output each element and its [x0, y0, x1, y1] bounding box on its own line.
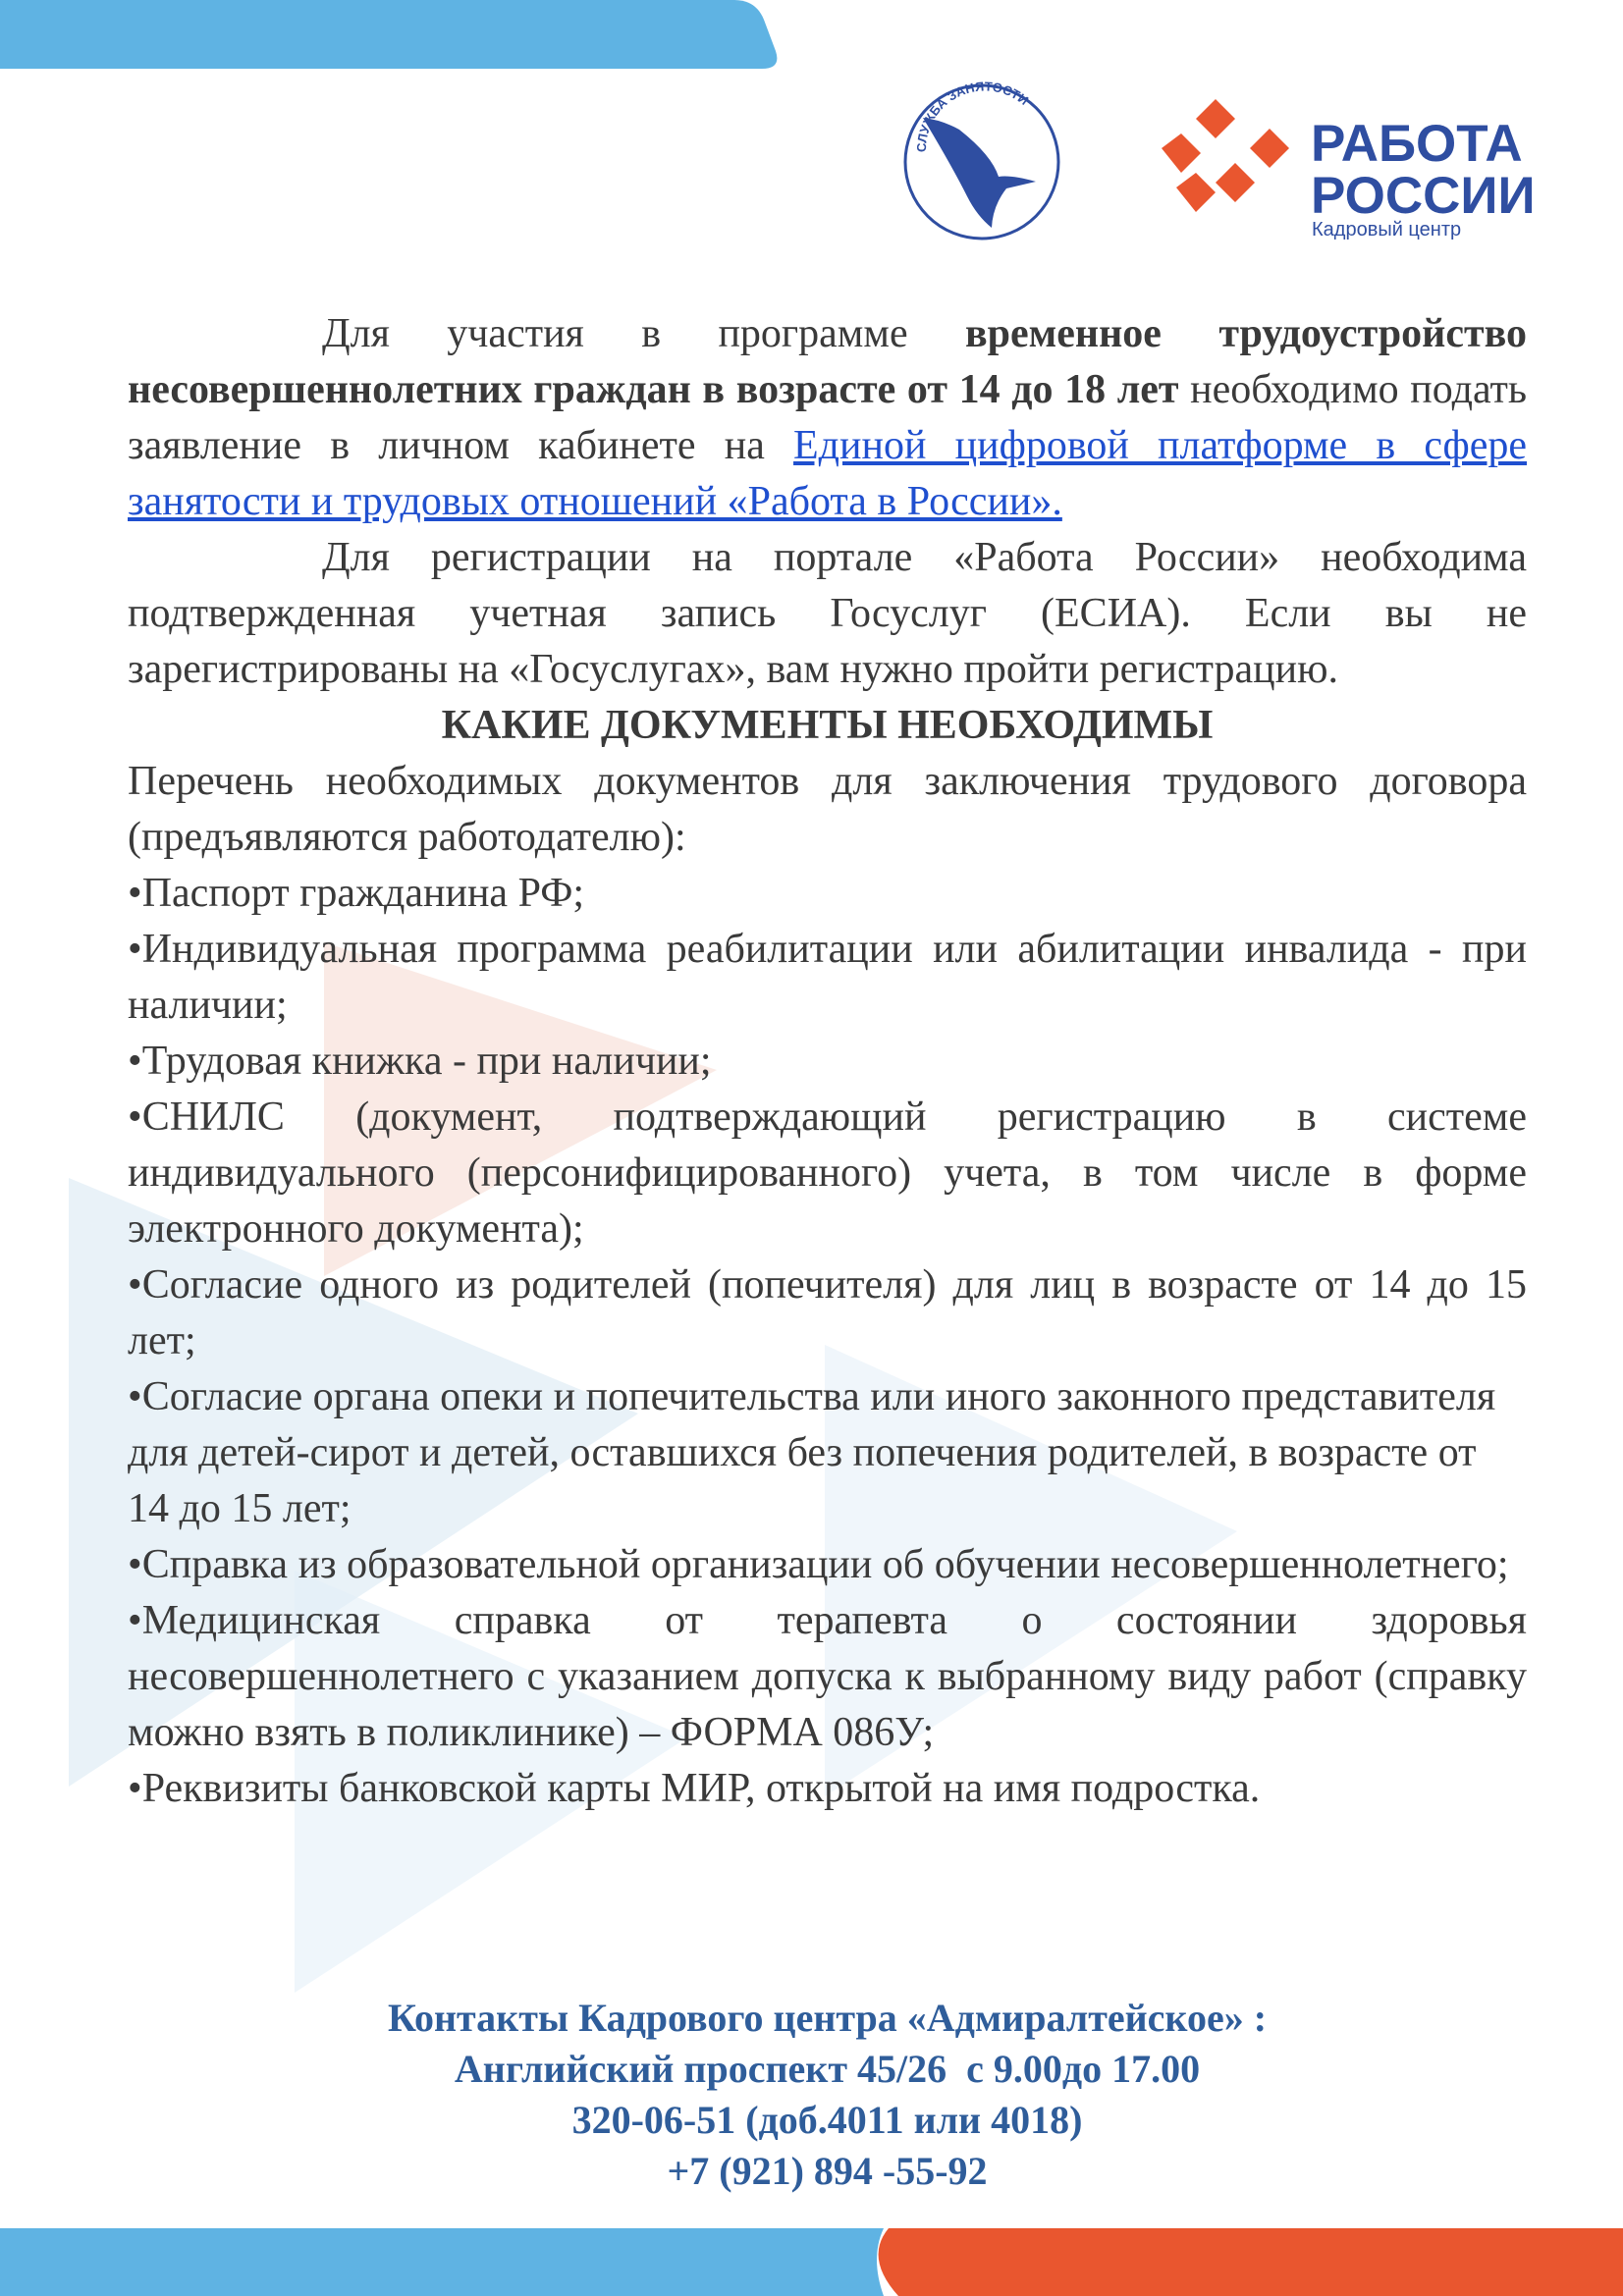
- contacts-address: Английский проспект 45/26 с 9.00до 17.00: [454, 2047, 1201, 2091]
- list-item: •Медицинская справка от терапевта о состоянии здоровья несовершеннолетнего с указанием допуска к выбранному виду работ (справку можно взять в поликлинике) – ФОРМА 086У;: [128, 1598, 1527, 1755]
- list-item: •Согласие органа опеки и попечительства или иного законного представителя для детей-сирот и детей, оставшихся без попечения родителей, в возрасте от 14 до 15 лет;: [128, 1374, 1496, 1531]
- list-item: •СНИЛС (документ, подтверждающий регистрацию в системе индивидуального (персонифицированного) учета, в том числе в форме электронного документа);: [128, 1095, 1527, 1252]
- list-item: •Согласие одного из родителей (попечителя) для лиц в возрасте от 14 до 15 лет;: [128, 1262, 1527, 1363]
- contacts-phone-1: 320-06-51 (доб.4011 или 4018): [571, 2098, 1083, 2142]
- document-body: [128, 306, 1527, 1817]
- logo-subtitle: Кадровый центр: [1312, 219, 1462, 240]
- list-item: •Справка из образовательной организации об обучении несовершеннолетнего;: [128, 1542, 1509, 1587]
- list-item: •Трудовая книжка - при наличии;: [128, 1039, 712, 1084]
- intro-paragraph-1: [128, 306, 1527, 530]
- list-item: •Реквизиты банковской карты МИР, открытой на имя подростка.: [128, 1766, 1261, 1811]
- contacts-title: Контакты Кадрового центра «Адмиралтейское» :: [387, 1996, 1268, 2040]
- list-intro: Перечень необходимых документов для заключения трудового договора (предъявляются работодателю):: [128, 759, 1527, 860]
- rabota-rossii-logo-icon: [1157, 94, 1333, 227]
- list-item: •Паспорт гражданина РФ;: [128, 871, 585, 916]
- platform-link[interactable]: Единой цифровой платформе в сфере занятости и трудовых отношений «Работа в России».: [128, 423, 1527, 524]
- contacts-block: [128, 1993, 1527, 2197]
- logo-line-1: РАБОТА: [1311, 115, 1523, 173]
- section-heading: КАКИЕ ДОКУМЕНТЫ НЕОБХОДИМЫ: [441, 703, 1214, 748]
- intro-paragraph-2: Для регистрации на портале «Работа России» необходима подтвержденная учетная запись Госуслуг (ЕСИА). Если вы не зарегистрированы на «Госуслугах», вам нужно пройти регистрацию.: [128, 535, 1527, 692]
- contacts-phone-2: +7 (921) 894 -55-92: [667, 2149, 988, 2193]
- intro-bold: временное трудоустройство несовершеннолетних граждан в возрасте от 14 до 18 лет: [128, 311, 1527, 412]
- rabota-rossii-wordmark: [1311, 115, 1536, 225]
- list-item: •Индивидуальная программа реабилитации или абилитации инвалида - при наличии;: [128, 927, 1527, 1028]
- header-logos: [0, 79, 1623, 255]
- employment-service-logo: [898, 79, 1065, 245]
- logo-line-2: РОССИИ: [1311, 167, 1536, 225]
- intro-text-a: Для участия в программе: [322, 311, 965, 356]
- intro-text-b: необходимо подать заявление в личном кабинете на: [128, 367, 1528, 468]
- logo-arc-text: СЛУЖБА ЗАНЯТОСТИ: [913, 79, 1032, 153]
